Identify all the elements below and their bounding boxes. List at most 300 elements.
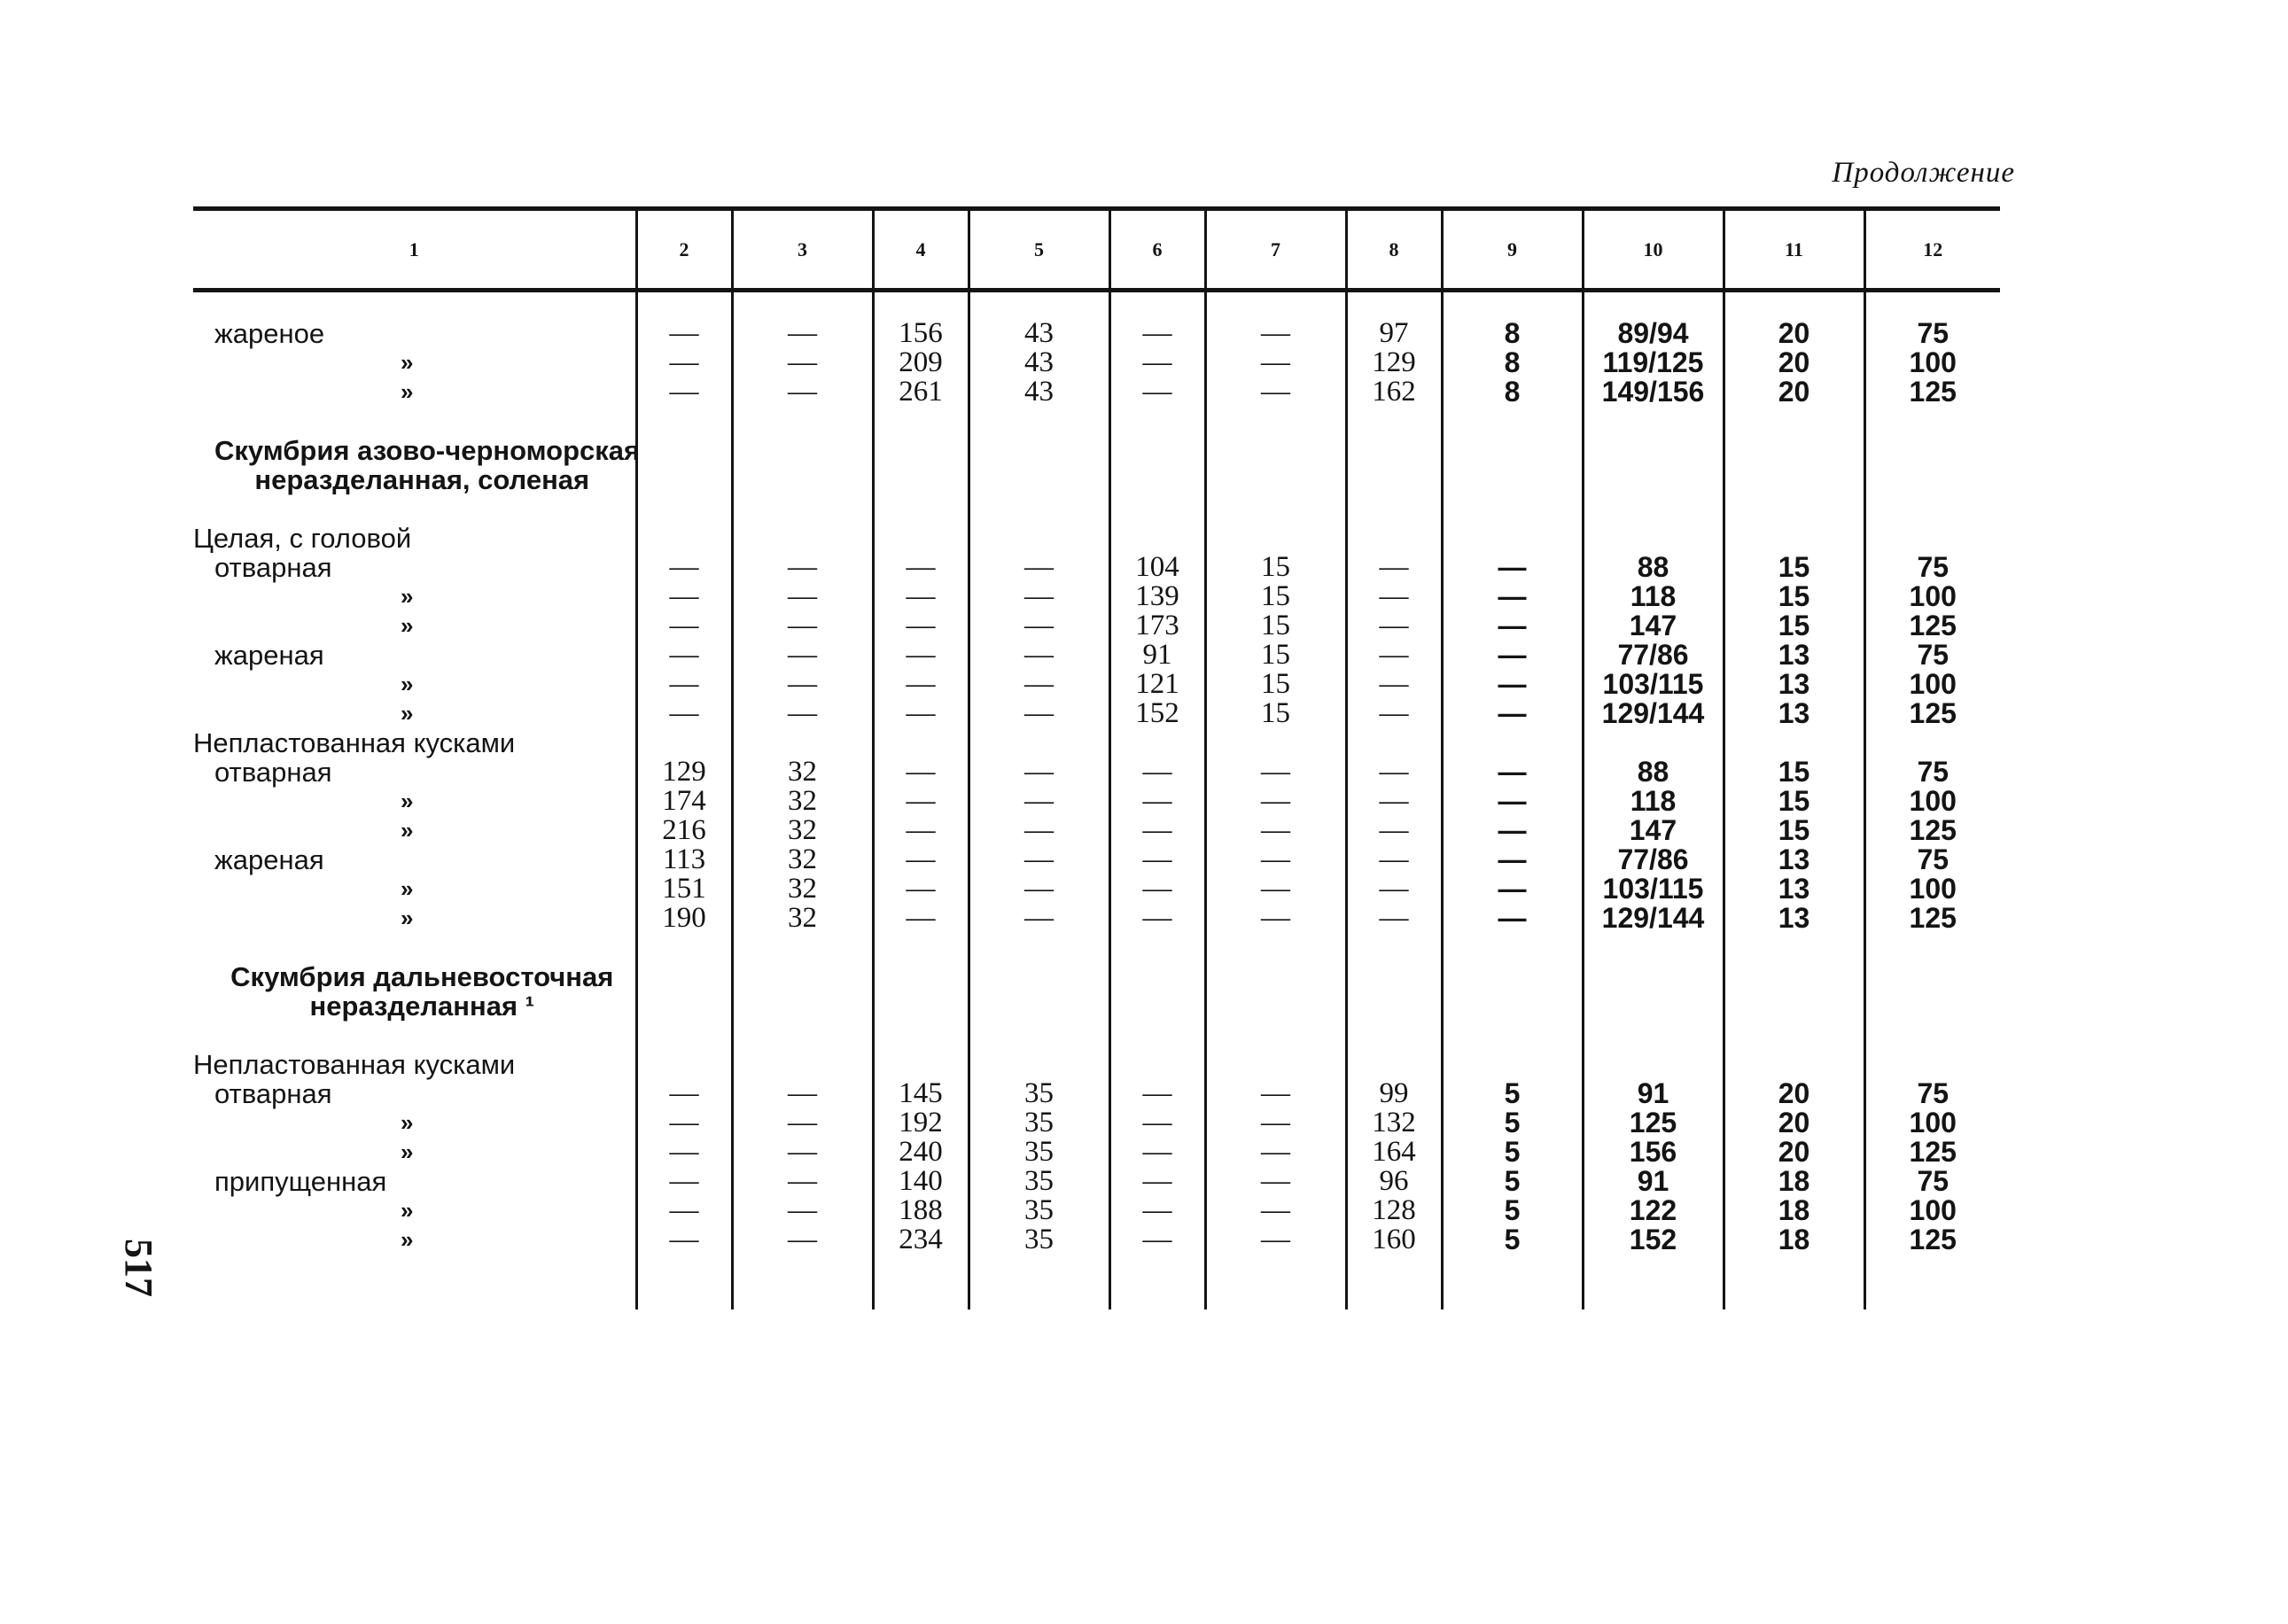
fill-cell	[1583, 1255, 1724, 1309]
cell-col-5: —	[969, 553, 1109, 582]
cell-col-12: 100	[1864, 874, 2000, 904]
cell-col-3	[732, 728, 873, 758]
ditto-mark: »	[401, 1226, 414, 1253]
cell-col-8: —	[1346, 845, 1442, 874]
cell-col-2	[636, 962, 732, 991]
cell-col-9: —	[1442, 845, 1583, 874]
fill-cell	[1864, 1255, 2000, 1309]
spacer-cell	[1442, 933, 1583, 962]
ditto-mark: »	[401, 788, 414, 814]
cell-col-11: 20	[1724, 1079, 1864, 1108]
cell-col-5: 35	[969, 1079, 1109, 1108]
cell-col-12	[1864, 524, 2000, 553]
spacer-cell	[732, 933, 873, 962]
section-heading: Скумбрия дальневосточная	[230, 961, 614, 992]
fill-cell	[193, 1255, 636, 1309]
cell-col-9	[1442, 524, 1583, 553]
cell-col-4: 156	[873, 291, 969, 349]
column-header-8: 8	[1346, 209, 1442, 291]
cell-col-9: —	[1442, 611, 1583, 641]
cell-col-5: —	[969, 582, 1109, 611]
cell-col-10	[1583, 991, 1724, 1021]
cell-col-8	[1346, 991, 1442, 1021]
cell-col-8: 97	[1346, 291, 1442, 349]
group-label-row	[193, 728, 2000, 758]
cell-col-4: —	[873, 699, 969, 728]
cell-col-6	[1109, 465, 1205, 494]
nutrition-table	[193, 206, 2000, 1309]
cell-col-8: 129	[1346, 348, 1442, 377]
cell-col-8: —	[1346, 670, 1442, 699]
cell-col-8	[1346, 465, 1442, 494]
ditto-mark: »	[401, 612, 414, 639]
cell-col-8	[1346, 1050, 1442, 1079]
cell-col-5	[969, 1050, 1109, 1079]
table-row	[193, 1196, 2000, 1225]
cell-col-10: 103/115	[1583, 874, 1724, 904]
cell-col-12: 125	[1864, 1138, 2000, 1167]
cell-col-2	[636, 728, 732, 758]
cell-col-3: —	[732, 1138, 873, 1167]
cell-col-4: —	[873, 611, 969, 641]
cell-col-10: 152	[1583, 1225, 1724, 1255]
cell-col-7: —	[1205, 904, 1346, 933]
cell-col-10: 129/144	[1583, 699, 1724, 728]
cell-col-2: —	[636, 1138, 732, 1167]
cell-col-9	[1442, 728, 1583, 758]
spacer-cell	[636, 1021, 732, 1050]
cell-col-6: 104	[1109, 553, 1205, 582]
cell-col-7	[1205, 728, 1346, 758]
table-header	[193, 209, 2000, 291]
cell-col-3	[732, 436, 873, 465]
cell-col-3: —	[732, 641, 873, 670]
cell-col-6: —	[1109, 787, 1205, 816]
cell-col-12	[1864, 465, 2000, 494]
cell-col-3	[732, 962, 873, 991]
table-row	[193, 291, 2000, 349]
spacer-cell	[1346, 407, 1442, 436]
cell-col-12: 75	[1864, 758, 2000, 787]
table-row	[193, 816, 2000, 845]
cell-col-9: —	[1442, 787, 1583, 816]
cell-col-3	[732, 991, 873, 1021]
cell-col-7: 15	[1205, 611, 1346, 641]
cell-col-8: —	[1346, 611, 1442, 641]
spacer-cell	[1583, 1021, 1724, 1050]
cell-col-7: 15	[1205, 553, 1346, 582]
cell-col-2: —	[636, 553, 732, 582]
cell-col-11: 13	[1724, 904, 1864, 933]
spacer-row	[193, 407, 2000, 436]
cell-col-7: —	[1205, 1196, 1346, 1225]
table-body	[193, 291, 2000, 1310]
cell-col-6: 152	[1109, 699, 1205, 728]
cell-col-6: —	[1109, 1079, 1205, 1108]
spacer-cell	[969, 1021, 1109, 1050]
cell-col-3: —	[732, 699, 873, 728]
fill-cell	[732, 1255, 873, 1309]
cell-col-3: —	[732, 582, 873, 611]
cell-col-7: —	[1205, 1138, 1346, 1167]
cell-col-12: 100	[1864, 670, 2000, 699]
ditto-mark: »	[401, 817, 414, 843]
cell-col-12	[1864, 728, 2000, 758]
cell-col-5: —	[969, 816, 1109, 845]
page-number-text: 517	[117, 1239, 160, 1297]
cell-col-6	[1109, 962, 1205, 991]
cell-col-5	[969, 524, 1109, 553]
cell-col-6	[1109, 991, 1205, 1021]
ditto-mark: »	[401, 875, 414, 902]
cell-col-5: —	[969, 845, 1109, 874]
cell-col-11: 20	[1724, 1108, 1864, 1138]
cell-col-3: 32	[732, 904, 873, 933]
cell-col-11: 15	[1724, 582, 1864, 611]
cell-col-9: —	[1442, 874, 1583, 904]
cell-col-12	[1864, 1050, 2000, 1079]
spacer-cell	[873, 1021, 969, 1050]
cell-col-3: —	[732, 1225, 873, 1255]
cell-col-12	[1864, 962, 2000, 991]
table-row	[193, 1167, 2000, 1196]
spacer-cell	[1205, 1021, 1346, 1050]
fill-cell	[636, 1255, 732, 1309]
spacer-cell	[1724, 494, 1864, 524]
cell-col-12: 125	[1864, 377, 2000, 407]
cell-col-9	[1442, 465, 1583, 494]
cell-col-9: —	[1442, 758, 1583, 787]
table-row	[193, 582, 2000, 611]
cell-col-7: —	[1205, 348, 1346, 377]
spacer-cell	[193, 407, 636, 436]
cell-col-7: 15	[1205, 641, 1346, 670]
cell-col-10: 88	[1583, 758, 1724, 787]
cell-col-6: 173	[1109, 611, 1205, 641]
cell-col-4: 209	[873, 348, 969, 377]
cell-col-5: —	[969, 874, 1109, 904]
cell-col-6	[1109, 436, 1205, 465]
cell-col-4: 145	[873, 1079, 969, 1108]
cell-col-12: 75	[1864, 641, 2000, 670]
cell-col-2: 216	[636, 816, 732, 845]
cell-col-8: —	[1346, 787, 1442, 816]
spacer-cell	[1583, 933, 1724, 962]
cell-col-9: —	[1442, 582, 1583, 611]
continuation-label: Продолжение	[1832, 157, 2015, 189]
table-row	[193, 758, 2000, 787]
spacer-cell	[1724, 407, 1864, 436]
cell-col-5	[969, 962, 1109, 991]
cell-col-4	[873, 1050, 969, 1079]
cell-col-10: 156	[1583, 1138, 1724, 1167]
spacer-cell	[636, 494, 732, 524]
row-label: отварная	[214, 1078, 332, 1109]
spacer-cell	[636, 407, 732, 436]
cell-col-12: 75	[1864, 1079, 2000, 1108]
cell-col-11: 20	[1724, 291, 1864, 349]
group-label: Непластованная кусками	[193, 727, 516, 758]
cell-col-6: —	[1109, 377, 1205, 407]
spacer-cell	[1583, 494, 1724, 524]
cell-col-6	[1109, 524, 1205, 553]
cell-col-9: —	[1442, 553, 1583, 582]
cell-col-3: 32	[732, 758, 873, 787]
cell-col-11: 15	[1724, 611, 1864, 641]
cell-col-4: 188	[873, 1196, 969, 1225]
table-row	[193, 1079, 2000, 1108]
cell-col-9: 8	[1442, 291, 1583, 349]
cell-col-9: —	[1442, 816, 1583, 845]
cell-col-2: 174	[636, 787, 732, 816]
column-header-7: 7	[1205, 209, 1346, 291]
cell-col-9: 5	[1442, 1196, 1583, 1225]
cell-col-9: 5	[1442, 1079, 1583, 1108]
cell-col-4: 234	[873, 1225, 969, 1255]
cell-col-4	[873, 962, 969, 991]
cell-col-2: —	[636, 611, 732, 641]
cell-col-4: —	[873, 904, 969, 933]
cell-col-8: —	[1346, 699, 1442, 728]
cell-col-6: —	[1109, 1196, 1205, 1225]
cell-col-2	[636, 524, 732, 553]
cell-col-9: 5	[1442, 1138, 1583, 1167]
cell-col-10	[1583, 436, 1724, 465]
cell-col-2: 151	[636, 874, 732, 904]
cell-col-7	[1205, 436, 1346, 465]
column-header-11: 11	[1724, 209, 1864, 291]
cell-col-8: 160	[1346, 1225, 1442, 1255]
cell-col-10: 89/94	[1583, 291, 1724, 349]
spacer-cell	[1864, 1021, 2000, 1050]
cell-col-5: 35	[969, 1196, 1109, 1225]
cell-col-10: 122	[1583, 1196, 1724, 1225]
cell-col-7: 15	[1205, 670, 1346, 699]
cell-col-4: —	[873, 670, 969, 699]
cell-col-4	[873, 524, 969, 553]
table-row	[193, 1138, 2000, 1167]
cell-col-12: 75	[1864, 553, 2000, 582]
table-row	[193, 641, 2000, 670]
cell-col-7: —	[1205, 1225, 1346, 1255]
cell-col-7: —	[1205, 874, 1346, 904]
spacer-cell	[1205, 494, 1346, 524]
table-row	[193, 787, 2000, 816]
table-row	[193, 699, 2000, 728]
group-label-row	[193, 1050, 2000, 1079]
cell-col-3: —	[732, 611, 873, 641]
column-header-3: 3	[732, 209, 873, 291]
ditto-mark: »	[401, 1138, 414, 1165]
cell-col-2	[636, 1050, 732, 1079]
cell-col-11: 13	[1724, 670, 1864, 699]
cell-col-5: —	[969, 787, 1109, 816]
table-row	[193, 874, 2000, 904]
cell-col-7	[1205, 524, 1346, 553]
cell-col-3	[732, 465, 873, 494]
cell-col-10: 91	[1583, 1167, 1724, 1196]
cell-col-3: —	[732, 1167, 873, 1196]
cell-col-12: 125	[1864, 699, 2000, 728]
spacer-cell	[969, 933, 1109, 962]
ditto-mark: »	[401, 905, 414, 931]
cell-col-7: —	[1205, 787, 1346, 816]
cell-col-8: —	[1346, 904, 1442, 933]
fill-cell	[1724, 1255, 1864, 1309]
cell-col-6: 139	[1109, 582, 1205, 611]
cell-col-7: —	[1205, 1108, 1346, 1138]
page-number	[77, 1239, 160, 1297]
cell-col-11	[1724, 436, 1864, 465]
cell-col-11	[1724, 991, 1864, 1021]
cell-col-11: 13	[1724, 699, 1864, 728]
spacer-cell	[193, 1021, 636, 1050]
cell-col-2: —	[636, 641, 732, 670]
cell-col-3: 32	[732, 787, 873, 816]
cell-col-2: —	[636, 377, 732, 407]
cell-col-9: 5	[1442, 1225, 1583, 1255]
cell-col-7: —	[1205, 1167, 1346, 1196]
cell-col-5: —	[969, 670, 1109, 699]
cell-col-5: 43	[969, 291, 1109, 349]
table-row	[193, 611, 2000, 641]
cell-col-5: 35	[969, 1225, 1109, 1255]
table-row	[193, 1225, 2000, 1255]
cell-col-12: 125	[1864, 1225, 2000, 1255]
cell-col-6: 121	[1109, 670, 1205, 699]
cell-col-4: —	[873, 553, 969, 582]
cell-col-3: 32	[732, 874, 873, 904]
cell-col-9	[1442, 991, 1583, 1021]
cell-col-4: —	[873, 641, 969, 670]
cell-col-7: —	[1205, 377, 1346, 407]
cell-col-6: —	[1109, 874, 1205, 904]
spacer-cell	[193, 494, 636, 524]
cell-col-4: —	[873, 582, 969, 611]
cell-col-11: 15	[1724, 553, 1864, 582]
table-row	[193, 670, 2000, 699]
table-row	[193, 845, 2000, 874]
table-row	[193, 1108, 2000, 1138]
cell-col-3: —	[732, 1108, 873, 1138]
spacer-cell	[873, 933, 969, 962]
cell-col-11: 20	[1724, 348, 1864, 377]
cell-col-8: —	[1346, 641, 1442, 670]
cell-col-6: 91	[1109, 641, 1205, 670]
cell-col-4: —	[873, 845, 969, 874]
cell-col-11: 13	[1724, 641, 1864, 670]
ditto-mark: »	[401, 671, 414, 697]
column-header-4: 4	[873, 209, 969, 291]
spacer-cell	[1109, 494, 1205, 524]
spacer-cell	[732, 494, 873, 524]
cell-col-10: 119/125	[1583, 348, 1724, 377]
table-row	[193, 553, 2000, 582]
cell-col-8: 96	[1346, 1167, 1442, 1196]
cell-col-9: 5	[1442, 1167, 1583, 1196]
cell-col-6	[1109, 728, 1205, 758]
cell-col-11: 18	[1724, 1225, 1864, 1255]
spacer-cell	[969, 494, 1109, 524]
cell-col-6	[1109, 1050, 1205, 1079]
ditto-mark: »	[401, 700, 414, 727]
column-header-12: 12	[1864, 209, 2000, 291]
cell-col-10: 118	[1583, 787, 1724, 816]
header-row	[193, 209, 2000, 291]
cell-col-11	[1724, 524, 1864, 553]
cell-col-4: —	[873, 787, 969, 816]
cell-col-11: 20	[1724, 377, 1864, 407]
cell-col-12: 75	[1864, 291, 2000, 349]
cell-col-11	[1724, 1050, 1864, 1079]
cell-col-7	[1205, 962, 1346, 991]
cell-col-7	[1205, 991, 1346, 1021]
cell-col-10: 103/115	[1583, 670, 1724, 699]
cell-col-4	[873, 436, 969, 465]
cell-col-11: 18	[1724, 1167, 1864, 1196]
spacer-cell	[636, 933, 732, 962]
row-label: отварная	[214, 552, 332, 583]
cell-col-7: —	[1205, 291, 1346, 349]
spacer-row	[193, 933, 2000, 962]
cell-col-6: —	[1109, 1225, 1205, 1255]
cell-col-3: —	[732, 377, 873, 407]
fill-cell	[1346, 1255, 1442, 1309]
group-label-row	[193, 524, 2000, 553]
cell-col-9: 8	[1442, 377, 1583, 407]
cell-col-2	[636, 991, 732, 1021]
cell-col-10: 149/156	[1583, 377, 1724, 407]
cell-col-5: —	[969, 641, 1109, 670]
cell-col-11: 15	[1724, 787, 1864, 816]
cell-col-5	[969, 436, 1109, 465]
cell-col-3: —	[732, 291, 873, 349]
section-heading-row	[193, 991, 2000, 1021]
column-header-6: 6	[1109, 209, 1205, 291]
cell-col-9	[1442, 1050, 1583, 1079]
row-label: жареное	[214, 318, 325, 349]
cell-col-8: —	[1346, 874, 1442, 904]
cell-col-3: 32	[732, 816, 873, 845]
cell-col-2: —	[636, 1196, 732, 1225]
spacer-cell	[873, 494, 969, 524]
cell-col-9: 5	[1442, 1108, 1583, 1138]
cell-col-8: 164	[1346, 1138, 1442, 1167]
cell-col-2: —	[636, 699, 732, 728]
cell-col-9: —	[1442, 641, 1583, 670]
bottom-fill-row	[193, 1255, 2000, 1309]
cell-col-11: 18	[1724, 1196, 1864, 1225]
cell-col-10: 147	[1583, 611, 1724, 641]
cell-col-8: —	[1346, 816, 1442, 845]
column-header-2: 2	[636, 209, 732, 291]
spacer-cell	[1346, 1021, 1442, 1050]
row-label: припущенная	[214, 1166, 387, 1197]
cell-col-10: 129/144	[1583, 904, 1724, 933]
cell-col-9	[1442, 962, 1583, 991]
cell-col-5: 35	[969, 1108, 1109, 1138]
cell-col-4: 261	[873, 377, 969, 407]
cell-col-5: —	[969, 904, 1109, 933]
cell-col-8: 99	[1346, 1079, 1442, 1108]
cell-col-3	[732, 524, 873, 553]
table-row	[193, 348, 2000, 377]
cell-col-12	[1864, 436, 2000, 465]
cell-col-10	[1583, 524, 1724, 553]
cell-col-8: —	[1346, 758, 1442, 787]
cell-col-12: 75	[1864, 1167, 2000, 1196]
spacer-cell	[1864, 933, 2000, 962]
